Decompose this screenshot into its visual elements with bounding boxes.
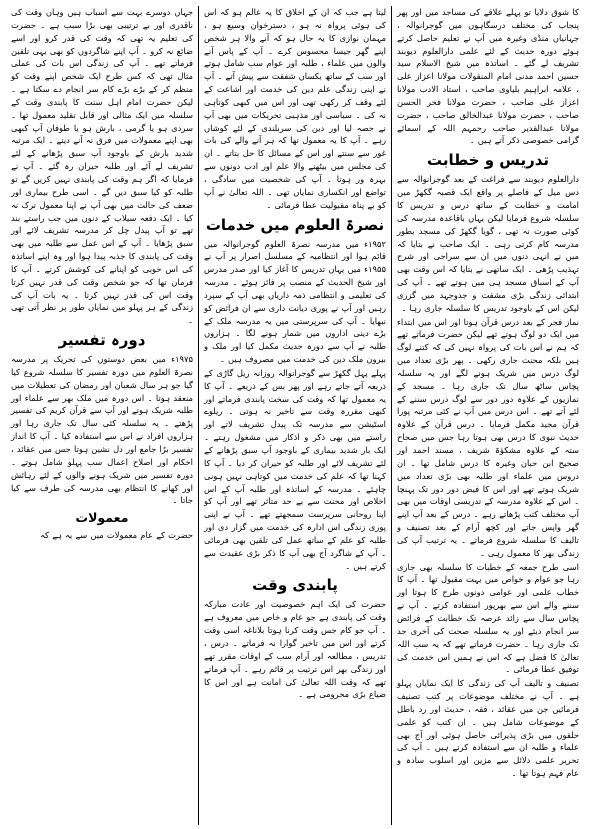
article-paragraph: حضرت کے عام معمولات میں سے یہ ہے کہ — [40, 530, 193, 541]
article-paragraph: دارالعلوم دیوبند سے فراغت کے بعد گوجرانوالہ سے دس میل کے فاصلے پر واقع ایک قصبہ گکھڑ میں امامت و خطابت کے ساتھ درس و تدریس کا سلسلہ شروع فرمایا لیکن یہاں باقاعدہ مدرسہ کی کوئی صورت نہ تھی ، گویا گکھڑ کی مسجد بطور مدرسہ کام کرتی رہی ۔ ایک صاحب نے بتایا کہ میں نے انہی دنوں میں ان سے سراجی اور شرح تہذیب پڑھی ۔ ایک ساتھی نے بتایا کہ اس وقت بھی آپ کے اسباق مسجد ہی میں ہوتے تھے ۔ آپ کی ابتدائی زندگی بڑی مشقت و جدوجہد میں گزری لیکن اس کے باوجود تدریس کا سلسلہ جاری رہا ۔ — [397, 174, 579, 313]
section-heading-nusrat-ul-uloom: نصرۃ العلوم میں خدمات — [205, 215, 385, 234]
article-paragraph: ۱۹۵۲ء میں مدرسہ نصرۃ العلوم گوجرانوالہ میں قائم ہوا اور انتظامیہ کے مسلسل اصرار پر آپ نے ۱۹۵۵ء میں یہاں تدریس کا آغاز کیا اور صدر مدرس اور شیخ الحدیث کے منصب پر فائز ہوئے ۔ مدرسہ کی تعلیمی و انتظامی ذمہ داریاں بھی آپ کے سپرد رہیں اور آپ نے پوری دیانت داری سے ان فرائض کو نبھایا ۔ آپ کی سرپرستی میں یہ مدرسہ ملک کے بڑے دینی اداروں میں شمار ہونے لگا ۔ ہزاروں طلبہ نے آپ سے دورہ حدیث مکمل کیا اور ملک و بیرون ملک دین کی خدمت میں مصروف ہیں ۔ — [203, 238, 386, 365]
column-left — [6, 6, 199, 825]
article-paragraph: نماز فجر کے بعد درس قرآن ہوتا اور اس میں ابتداء میں ایک دو لوگ ہوتے تھے لیکن حضرت فرماتے تھے کہ ہم نے اس بات کی پرواہ نہیں کی کہ کتنے لوگ ہیں بلکہ محنت جاری رکھی ۔ پھر بڑی تعداد میں لوگ درس میں شریک ہونے لگے اور یہ سلسلہ پچاس ساٹھ سال تک جاری رہا ۔ مسجد کے نمازیوں کے علاوہ دور دور سے لوگ درس سننے کے لئے آتے تھے ۔ اس درس میں آپ نے کئی مرتبہ پورا قرآن مجید مکمل فرمایا ۔ درس قرآن کے علاوہ حدیث نبوی کا درس بھی ہوتا رہا جس میں صحاح ستہ کے علاوہ مشکوٰۃ شریف ، مسند احمد اور صحیح ابن حبان وغیرہ کا درس شامل تھا ۔ ان دروس میں علماء اور طلبہ بھی بڑی تعداد میں شریک ہوتے تھے اور اس کا فیض دور دور تک پہنچا ۔ اس کے علاوہ مدرسہ کے تدریسی اوقات میں بھی آپ مختلف کتب پڑھاتے رہے ۔ درس کے بعد آپ اپنے گھر واپس جاتے اور کچھ آرام کے بعد تصنیف و تالیف کا سلسلہ شروع فرماتے ۔ یہ ترتیب آپ کی زندگی بھر کا معمول رہی ۔ — [397, 316, 579, 558]
article-paragraph: ۱۹۷۵ء میں بعض دوستوں کی تحریک پر مدرسہ نصرۃ العلوم میں دورہ تفسیر کا سلسلہ شروع کیا گیا جو ہر سال شعبان اور رمضان کی تعطیلات میں منعقد ہوتا ۔ اس دورہ میں ملک بھر سے علماء اور طلبہ شریک ہوتے اور آپ سے قرآن کریم کی تفسیر پڑھتے ۔ یہ سلسلہ کئی سال تک جاری رہا اور ہزاروں افراد نے اس سے استفادہ کیا ۔ آپ کا انداز تفسیر بڑا جامع اور دل نشین ہوتا جس میں عقائد ، احکام اور اصلاح اعمال سب پہلو شامل ہوتے ۔ دورہ تفسیر میں شریک ہونے والوں کے لئے رہائش اور کھانے کا انتظام بھی مدرسہ کی طرف سے کیا جاتا ۔ — [11, 354, 193, 506]
article-paragraph: تصنیف و تالیف آپ کی زندگی کا ایک نمایاں پہلو ہے ۔ آپ نے مختلف موضوعات پر کتب تصنیف فرمائیں جن میں عقائد ، فقہ ، حدیث اور رد باطل کے موضوعات شامل ہیں ۔ ان کتب کو علمی حلقوں میں بڑی پذیرائی حاصل ہوئی اور آج بھی علماء و طلبہ ان سے استفادہ کرتے ہیں ۔ آپ کی تحریر علمی دلائل سے مزین اور اسلوب سادہ و عام فہم ہوتا تھا ۔ — [397, 678, 579, 779]
article-paragraph: لیتا ہے جب کہ ان کے اخلاق کا یہ عالم ہو کہ اس کی ہوئی پرواہ نہ ہو ، دسترخوان وسیع ہو ، مہمان نوازی کا یہ حال ہو کہ آنے والا ہر شخص اپنے گھر جیسا محسوس کرے ۔ آپ کے پاس آنے والوں میں علماء ، طلبہ اور عوام سب شامل ہوتے اور سب کے ساتھ یکساں شفقت سے پیش آتے ۔ آپ نے اپنی زندگی علم دین کی خدمت اور اشاعت کے لئے وقف کر رکھی تھی اور اس میں کبھی کوتاہی نہ کی ۔ سیاسی اور مذہبی تحریکات میں بھی آپ نے حصہ لیا اور دین کی سربلندی کے لئے کوشاں رہے ۔ آپ کا یہ معمول تھا کہ ہر آنے والے کی بات غور سے سنتے اور اس کے مسائل کا حل بتاتے ۔ ان کی مجلس میں بیٹھنے والا علم اور ادب دونوں سے بہرہ ور ہوتا ۔ آپ کی شخصیت میں سادگی ، تواضع اور انکساری نمایاں تھی ۔ اللہ تعالیٰ نے آپ کو بے پناہ مقبولیت عطا فرمائی ۔ — [204, 7, 386, 210]
section-heading-routines: معمولات — [75, 510, 129, 526]
article-paragraph: کا شوق دلایا تو پہلے علاقے کی مساجد میں اور پھر پنجاب کی مختلف درسگاہوں میں گوجرانوالہ ، جہانیاں منڈی وغیرہ میں آپ نے تعلیم حاصل کرتے ہوئے دورہ حدیث کے لئے علمی دارالعلوم دیوبند تشریف لے گئے ۔ اساتذہ میں شیخ الاسلام سید حسین احمد مدنی امام المنقولات مولانا اعزاز علی ، علامہ ابراہیم بلیاوی صاحب ، استاد الادب مولانا اعزاز علی صاحب ، حضرت مولانا فخر الحسن صاحب ، حضرت مولانا عبدالخالق صاحب ، حضرت مولانا عبدالقدیر صاحب رحمہم اللہ کے اسمائے گرامی خصوصی ذکر آتے ہیں ۔ — [397, 7, 579, 146]
column-right — [392, 6, 584, 825]
article-paragraph: حضرت کی ایک اہم خصوصیت اور عادت مبارکہ وقت کی پابندی ہے جو عام و خاص میں معروف ہے ۔ آپ جو کام جس وقت کرنا ہوتا بلاناغہ اسی وقت کرتے اور اس میں تاخیر گوارا نہ فرماتے ۔ درس ، تدریس ، مطالعہ اور آرام سب کے اوقات مقرر تھے اور زندگی بھر اس ترتیب پر قائم رہے ۔ آپ فرماتے تھے کہ وقت اللہ تعالیٰ کی امانت ہے اور اس کا ضیاع بڑی محرومی ہے ۔ — [204, 599, 386, 700]
column-middle — [199, 6, 392, 825]
article-paragraph: جہاں دوسرے بہت سے اسباب ہیں وہاں وقت کی ناقدری اور بے ترتیبی بھی بڑا سبب ہے ۔ حضرت کی تعلیم یہ تھی کہ وقت کی قدر کرو اور اسے ضائع نہ کرو ۔ آپ اپنے شاگردوں کو بھی یہی تلقین فرماتے تھے ۔ آپ کی زندگی اس بات کی عملی مثال تھی کہ کس طرح ایک شخص اپنے وقت کو منظم کر کے بڑے بڑے کام سر انجام دے سکتا ہے ۔ لیکن حضرت امام اہل سنت کا پابندی وقت کے سلسلہ میں ایک مثالی اور قابل تقلید معمول تھا ۔ سردی ہو یا گرمی ، بارش ہو یا طوفان آپ کبھی بھی اپنے معمولات میں فرق نہ آنے دیتے ۔ ایک مرتبہ شدید بارش کے باوجود آپ سبق پڑھانے کے لئے تشریف لے آئے اور طلبہ حیران رہ گئے ۔ آپ نے فرمایا کہ اگر ہم وقت کی پابندی نہیں کریں گے تو طلبہ کو کیا سبق دیں گے ۔ اسی طرح بیماری اور ضعف کی حالت میں بھی آپ نے اپنا معمول ترک نہ کیا ۔ ایک دفعہ سیلاب کے دنوں میں جب راستے بند تھے تو آپ پیدل چل کر مدرسہ تشریف لائے اور سبق پڑھایا ۔ آپ کے اس عمل سے طلبہ میں بھی وقت کی پابندی کا جذبہ پیدا ہوا اور وہ اپنے اساتذہ کی اس خوبی کو اپنانے کی کوشش کرتے ۔ آپ کا فرمان تھا کہ جو شخص وقت کی قدر نہیں کرتا وقت اس کی قدر نہیں کرتا ۔ یہ بات آپ کی زندگی کے ہر پہلو میں نمایاں طور پر نظر آتی تھی ۔ — [11, 7, 193, 326]
article-paragraph: اسی طرح جمعہ کے خطبات کا سلسلہ بھی جاری رہا جو عوام و خواص میں بہت مقبول تھا ۔ آپ کا خطاب علمی اور عوامی دونوں طرح کا ہوتا اور سننے والے اس سے بھرپور استفادہ کرتے ۔ آپ نے پچاس سال سے زائد عرصہ تک خطابت کے فرائض سر انجام دیئے اور یہ سلسلہ صحت کی آخری حد تک جاری رہا ۔ حضرت فرماتے تھے کہ یہ سب اللہ تعالیٰ کا فضل ہے کہ اس نے ہمیں اس خدمت کی توفیق عطا فرمائی ۔ — [397, 561, 579, 675]
article-paragraph: پہلے پہل گکھڑ سے گوجرانوالہ روزانہ ریل گاڑی کے ذریعہ آتے جاتے رہے اور پھر بس کے ذریعے ۔ آپ کا یہ معمول تھا کہ وقت کی سخت پابندی فرماتے اور کبھی مقررہ وقت سے تاخیر نہ ہوتی ۔ ریلوے اسٹیشن سے مدرسہ تک پیدل تشریف لاتے اور راستے میں بھی ذکر و اذکار میں مشغول رہتے ۔ ایک بار شدید بیماری کے باوجود آپ سبق پڑھانے کے لئے تشریف لائے اور طلبہ کو حیران کر دیا ۔ آپ کا کہنا تھا کہ علم کی خدمت میں کوتاہی نہیں ہونی چاہئے ۔ مدرسہ کے اساتذہ اور طلبہ آپ کے اس اخلاص اور محنت سے بے حد متاثر تھے اور آپ کو اپنا روحانی سرپرست سمجھتے تھے ۔ آپ نے اپنی پوری زندگی اس ادارہ کی خدمت میں گزار دی اور طلبہ کو علم کے ساتھ عمل کی تلقین بھی فرمائی ۔ آپ کے شاگرد آج بھی آپ کا ذکر بڑی عقیدت سے کرتے ہیں ۔ — [204, 367, 386, 571]
section-heading-tafseer: دورہ تفسیر — [58, 331, 146, 350]
section-heading-teaching: تدریس و خطابت — [426, 151, 550, 170]
section-heading-punctuality: پابندی وقت — [252, 576, 338, 595]
